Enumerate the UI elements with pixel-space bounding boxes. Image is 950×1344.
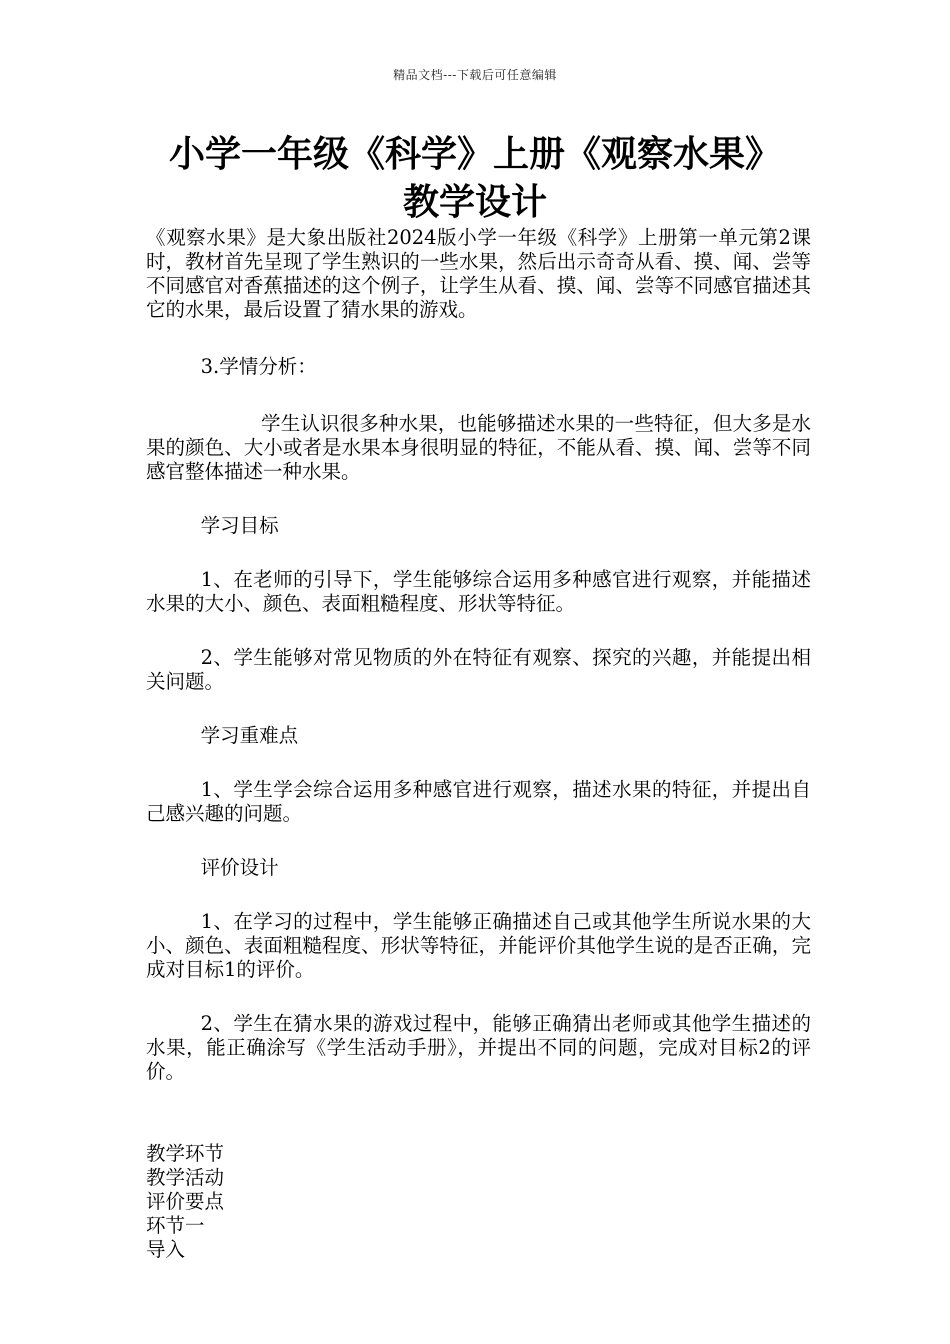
learner-analysis-paragraph: 学生认识很多种水果，也能够描述水果的一些特征，但大多是水果的颜色、大小或者是水果本身很明显的特征，不能从看、摸、闻、尝等不同感官整体描述一种水果。 xyxy=(146,412,811,483)
objective-item-1: 1、在老师的引导下，学生能够综合运用多种感官进行观察，并能描述水果的大小、颜色、表面粗糙程度、形状等特征。 xyxy=(146,568,811,615)
intro-paragraph: 《观察水果》是大象出版社2024版小学一年级《科学》上册第一单元第2课时，教材首先呈现了学生熟识的一些水果，然后出示奇奇从看、摸、闻、尝等不同感官对香蕉描述的这个例子，让学生从看、摸、闻、尝等不同感官描述其它的水果，最后设置了猜水果的游戏。 xyxy=(146,226,811,321)
document-body xyxy=(146,226,811,1262)
evaluation-item-2: 2、学生在猜水果的游戏过程中，能够正确猜出老师或其他学生描述的水果，能正确涂写《学生活动手册》，并提出不同的问题，完成对目标2的评价。 xyxy=(146,1012,811,1083)
evaluation-item-1: 1、在学习的过程中，学生能够正确描述自己或其他学生所说水果的大小、颜色、表面粗糙程度、形状等特征，并能评价其他学生说的是否正确，完成对目标1的评价。 xyxy=(146,910,811,981)
header-note: 精品文档---下载后可任意编辑 xyxy=(393,68,557,82)
evaluation-heading: 评价设计 xyxy=(200,856,279,879)
table-row-label: 环节一 xyxy=(146,1214,205,1237)
key-points-heading: 学习重难点 xyxy=(200,724,299,747)
table-header-cell: 教学环节 xyxy=(146,1142,225,1165)
table-row-label: 导入 xyxy=(146,1238,186,1261)
learner-analysis-heading: 3.学情分析： xyxy=(200,355,317,378)
objective-item-2: 2、学生能够对常见物质的外在特征有观察、探究的兴趣，并能提出相关问题。 xyxy=(146,646,811,693)
document-title-line-2: 教学设计 xyxy=(402,181,547,223)
document-title-line-1: 小学一年级《科学》上册《观察水果》 xyxy=(168,133,781,175)
table-header-lines xyxy=(146,1142,811,1262)
objectives-heading: 学习目标 xyxy=(200,514,279,537)
table-header-cell: 教学活动 xyxy=(146,1166,225,1189)
key-point-item-1: 1、学生学会综合运用多种感官进行观察，描述水果的特征，并提出自己感兴趣的问题。 xyxy=(146,778,811,825)
table-header-cell: 评价要点 xyxy=(146,1190,225,1213)
